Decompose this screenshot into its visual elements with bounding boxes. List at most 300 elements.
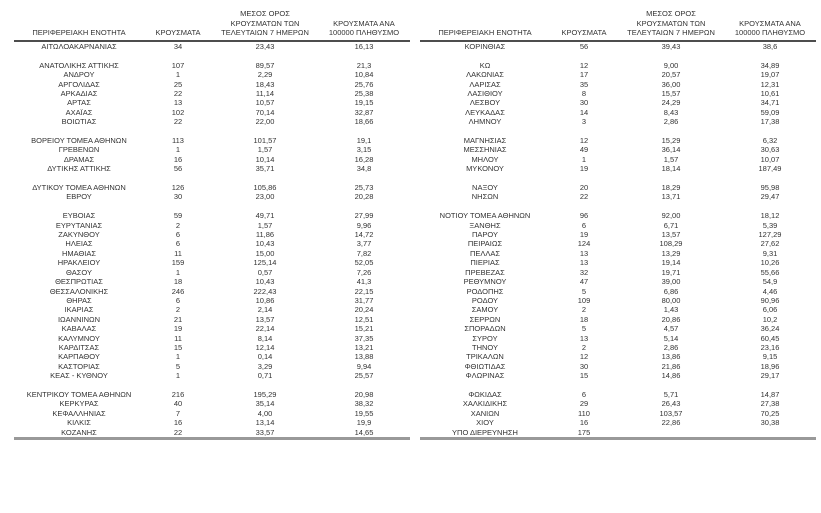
header-row [14,8,410,41]
avg-7day-cell: 9,00 [663,60,679,70]
cases-cell: 124 [577,239,591,249]
per-100k-cell: 16,28 [354,154,374,164]
table-row [420,409,816,418]
table-row [14,155,410,164]
region-name-cell: ΑΙΤΩΛΟΑΚΑΡΝΑΝΙΑΣ [41,42,117,51]
per-100k-cell: 37,35 [354,333,374,343]
per-100k-cell: 60,45 [760,333,780,343]
table-row [14,249,410,258]
spacer-row [420,202,816,211]
cases-cell: 21 [173,314,183,324]
cases-cell: 49 [579,145,589,155]
cases-cell: 22 [173,117,183,127]
region-name-cell: ΕΥΒΟΙΑΣ [62,211,96,221]
table-row [420,98,816,107]
cases-cell: 11 [174,248,182,258]
avg-7day-cell: 13,29 [661,248,681,258]
avg-7day-cell: 80,00 [661,295,681,305]
region-name-cell: ΚΑΒΑΛΑΣ [61,324,97,334]
region-name-cell: ΒΟΡΕΙΟΥ ΤΟΜΕΑ ΑΘΗΝΩΝ [31,136,127,146]
region-name-cell: ΓΡΕΒΕΝΩΝ [58,145,100,155]
table-row [14,305,410,314]
cases-cell: 6 [175,239,181,249]
region-name-cell: ΠΕΛΛΑΣ [469,248,501,258]
avg-7day-cell: 11,86 [255,230,275,240]
cases-cell: 96 [579,211,589,221]
column-header-7day-average: ΜΕΣΟΣ ΟΡΟΣ ΚΡΟΥΣΜΑΤΩΝ ΤΩΝ ΤΕΛΕΥΤΑΙΩΝ 7 ΗΜΕΡΩΝ [618,8,724,41]
avg-7day-cell: 19,71 [661,267,681,277]
per-100k-cell [724,428,816,439]
cases-cell: 59 [173,211,183,221]
avg-7day-cell: 22,14 [255,324,275,334]
per-100k-cell: 29,17 [760,371,780,381]
table-row [14,80,410,89]
region-name-cell: ΚΟΖΑΝΗΣ [14,428,144,439]
avg-7day-cell: 125,14 [253,258,277,268]
cases-cell: 15 [173,342,183,352]
per-100k-cell: 19,55 [354,408,374,418]
region-name-cell: ΙΩΑΝΝΙΝΩΝ [57,314,101,324]
per-100k-cell: 12,51 [354,314,374,324]
table-row [14,136,410,145]
region-name-cell: ΔΥΤΙΚΟΥ ΤΟΜΕΑ ΑΘΗΝΩΝ [32,183,126,193]
cases-cell: 2 [175,305,181,315]
region-name-cell: ΑΝΔΡΟΥ [63,70,95,80]
table-row [420,418,816,427]
regional-cases-table-left [14,8,410,440]
region-name-cell: ΛΗΜΝΟΥ [468,117,502,127]
region-name-cell: ΘΗΡΑΣ [66,295,92,305]
cases-cell: 216 [171,389,185,399]
region-name-cell: ΚΩ [479,60,491,70]
per-100k-cell: 18,66 [354,117,374,127]
region-name-cell: ΜΥΚΟΝΟΥ [466,164,504,174]
per-100k-cell: 22,15 [354,286,374,296]
per-100k-cell: 34,71 [760,98,780,108]
region-name-cell: ΛΕΣΒΟΥ [469,98,501,108]
avg-7day-cell: 4,00 [257,408,273,418]
per-100k-cell: 9,96 [356,220,372,230]
per-100k-cell: 38,6 [762,42,778,51]
avg-7day-cell: 13,57 [661,230,681,240]
avg-7day-cell: 36,14 [661,145,681,155]
avg-7day-cell: 0,57 [257,267,273,277]
table-row [14,334,410,343]
table-row [420,117,816,126]
region-name-cell: ΚΑΡΔΙΤΣΑΣ [58,342,100,352]
per-100k-cell: 36,24 [760,324,780,334]
per-100k-cell: 4,46 [762,286,778,296]
region-name-cell: ΚΕΑΣ - ΚΥΘΝΟΥ [50,371,108,381]
per-100k-cell: 19,1 [356,136,372,146]
region-name-cell: ΤΡΙΚΑΛΩΝ [466,352,504,362]
cases-cell: 6 [175,230,181,240]
cases-cell: 8 [581,89,587,99]
column-header-cases: ΚΡΟΥΣΜΑΤΑ [144,8,212,41]
table-row [420,287,816,296]
table-row [14,41,410,51]
table-row [420,41,816,51]
cases-cell: 16 [579,418,589,428]
per-100k-cell: 19,07 [760,70,780,80]
region-name-cell: ΧΑΛΚΙΔΙΚΗΣ [462,399,508,409]
per-100k-cell: 19,15 [354,98,374,108]
per-100k-cell: 6,32 [762,136,778,146]
cases-cell: 1 [175,371,181,381]
cases-cell: 15 [579,371,589,381]
region-name-cell: ΛΑΚΩΝΙΑΣ [466,70,504,80]
avg-7day-cell [212,127,318,136]
per-100k-cell: 10,2 [762,314,778,324]
per-100k-cell: 13,21 [354,342,374,352]
region-name-cell: ΠΙΕΡΙΑΣ [470,258,500,268]
avg-7day-cell: 2,14 [257,305,273,315]
cases-cell: 30 [173,192,183,202]
spacer-row [14,127,410,136]
table-row [14,221,410,230]
spacer-row [14,174,410,183]
avg-7day-cell: 10,43 [255,239,275,249]
avg-7day-cell: 11,14 [255,89,275,99]
region-name-cell: ΣΠΟΡΑΔΩΝ [464,324,506,334]
per-100k-cell: 17,38 [760,117,780,127]
cases-cell: 56 [579,42,589,51]
cases-cell: 7 [175,408,181,418]
table-row [420,305,816,314]
per-100k-cell: 38,32 [354,399,374,409]
table-row [14,409,410,418]
table-row [420,362,816,371]
region-name-cell: ΔΥΤΙΚΗΣ ΑΤΤΙΚΗΣ [47,164,111,174]
region-name-cell: ΗΡΑΚΛΕΙΟΥ [57,258,101,268]
table-row [420,371,816,380]
avg-7day-cell: 1,43 [663,305,679,315]
per-100k-cell: 52,05 [354,258,374,268]
per-100k-cell: 10,84 [354,70,374,80]
table-row [420,249,816,258]
table-row [14,70,410,79]
per-100k-cell [318,127,410,136]
cases-cell: 22 [579,192,589,202]
per-100k-cell: 29,47 [760,192,780,202]
region-name-cell: ΜΕΣΣΗΝΙΑΣ [463,145,507,155]
region-name-cell: ΚΑΛΥΜΝΟΥ [58,333,100,343]
region-name-cell [420,127,550,136]
cases-cell: 107 [171,60,185,70]
per-100k-cell [724,127,816,136]
cases-cell: 5 [581,324,587,334]
avg-7day-cell: 49,71 [255,211,275,221]
table-row [14,108,410,117]
region-name-cell: ΔΡΑΜΑΣ [63,154,95,164]
avg-7day-cell: 15,00 [255,248,275,258]
cases-cell [550,381,618,390]
avg-7day-cell: 23,43 [255,42,275,51]
per-100k-cell: 187,49 [758,164,782,174]
region-name-cell: ΝΟΤΙΟΥ ΤΟΜΕΑ ΑΘΗΝΩΝ [439,211,531,221]
per-100k-cell: 19,9 [356,418,372,428]
region-name-cell: ΑΡΚΑΔΙΑΣ [60,89,98,99]
region-name-cell: ΚΕΡΚΥΡΑΣ [59,399,99,409]
table-row [14,390,410,399]
table-row [14,315,410,324]
cases-cell [144,174,212,183]
region-name-cell [14,174,144,183]
region-name-cell: ΖΑΚΥΝΘΟΥ [58,230,100,240]
table-row [420,334,816,343]
region-name-cell: ΚΑΣΤΟΡΙΑΣ [58,361,100,371]
cases-cell: 175 [550,428,618,439]
per-100k-cell: 54,9 [762,277,778,287]
region-name-cell [420,381,550,390]
avg-7day-cell: 4,57 [663,324,679,334]
region-name-cell: ΣΕΡΡΩΝ [469,314,501,324]
cases-cell: 30 [579,361,589,371]
region-name-cell: ΑΡΤΑΣ [67,98,91,108]
region-name-cell: ΙΚΑΡΙΑΣ [64,305,94,315]
avg-7day-cell [618,174,724,183]
region-name-cell: ΦΘΙΩΤΙΔΑΣ [464,361,506,371]
cases-cell [144,127,212,136]
avg-7day-cell [212,381,318,390]
per-100k-cell: 6,06 [762,305,778,315]
cases-cell: 16 [173,418,183,428]
cases-cell: 13 [579,258,589,268]
cases-cell: 1 [175,352,181,362]
cases-cell: 19 [579,230,589,240]
region-name-cell [14,381,144,390]
region-name-cell: ΜΑΓΝΗΣΙΑΣ [463,136,507,146]
cases-cell: 22 [144,428,212,439]
per-100k-cell: 27,62 [760,239,780,249]
cases-cell: 246 [171,286,185,296]
region-name-cell: ΑΧΑΪΑΣ [65,107,93,117]
region-name-cell: ΝΑΞΟΥ [472,183,498,193]
table-row [14,230,410,239]
cases-cell: 29 [579,399,589,409]
avg-7day-cell: 8,43 [663,107,679,117]
region-name-cell: ΣΥΡΟΥ [472,333,498,343]
cases-cell: 6 [175,295,181,305]
region-name-cell: ΘΕΣΣΑΛΟΝΙΚΗΣ [49,286,109,296]
table-row [14,343,410,352]
avg-7day-cell: 70,14 [255,107,275,117]
region-name-cell [14,202,144,211]
region-name-cell [420,174,550,183]
table-row [420,277,816,286]
region-name-cell: ΛΕΥΚΑΔΑΣ [465,107,505,117]
per-100k-cell: 30,38 [760,418,780,428]
table-row [420,239,816,248]
table-row [14,428,410,439]
avg-7day-cell: 13,71 [661,192,681,202]
per-100k-cell: 34,89 [760,60,780,70]
avg-7day-cell: 15,29 [661,136,681,146]
table-row [14,371,410,380]
avg-7day-cell [618,202,724,211]
header-row [420,8,816,41]
table-row [14,89,410,98]
region-name-cell: ΑΡΓΟΛΙΔΑΣ [58,79,100,89]
avg-7day-cell: 20,57 [661,70,681,80]
spacer-row [14,202,410,211]
cases-cell [550,202,618,211]
avg-7day-cell: 13,57 [255,314,275,324]
table-row [420,221,816,230]
per-100k-cell: 59,09 [760,107,780,117]
avg-7day-cell: 101,57 [253,136,277,146]
avg-7day-cell [212,51,318,60]
region-name-cell: ΠΡΕΒΕΖΑΣ [465,267,505,277]
per-100k-cell: 18,12 [760,211,780,221]
avg-7day-cell: 3,29 [257,361,273,371]
region-name-cell: ΤΗΝΟΥ [471,342,498,352]
table-row [14,277,410,286]
per-100k-cell: 23,16 [760,342,780,352]
table-row [420,399,816,408]
per-100k-cell: 15,21 [354,324,374,334]
avg-7day-cell: 2,86 [663,117,679,127]
table-row [420,258,816,267]
per-100k-cell: 3,77 [356,239,372,249]
avg-7day-cell: 2,86 [663,342,679,352]
region-name-cell: ΚΙΛΚΙΣ [67,418,91,428]
cases-cell: 16 [173,154,183,164]
column-header-cases: ΚΡΟΥΣΜΑΤΑ [550,8,618,41]
avg-7day-cell: 5,71 [663,389,679,399]
table-row [420,89,816,98]
cases-cell: 34 [173,42,183,51]
regional-tables-container [14,8,817,440]
per-100k-cell: 10,61 [760,89,780,99]
avg-7day-cell: 21,86 [661,361,681,371]
table-row [14,183,410,192]
avg-7day-cell [618,51,724,60]
avg-7day-cell: 18,29 [661,183,681,193]
region-name-cell [14,127,144,136]
spacer-row [14,51,410,60]
table-row [420,352,816,361]
per-100k-cell: 12,31 [760,79,780,89]
table-row [14,362,410,371]
avg-7day-cell: 1,57 [257,145,273,155]
region-name-cell: ΦΛΩΡΙΝΑΣ [465,371,505,381]
per-100k-cell [724,51,816,60]
avg-7day-cell: 10,14 [255,154,275,164]
per-100k-cell: 13,88 [354,352,374,362]
per-100k-cell: 14,65 [318,428,410,439]
table-row [420,296,816,305]
cases-cell: 2 [175,220,181,230]
avg-7day-cell: 92,00 [661,211,681,221]
cases-cell: 110 [578,408,590,418]
avg-7day-cell: 14,86 [661,371,681,381]
per-100k-cell [724,202,816,211]
per-100k-cell: 18,96 [760,361,780,371]
per-100k-cell [318,51,410,60]
region-name-cell: ΡΕΘΥΜΝΟΥ [463,277,507,287]
per-100k-cell: 25,38 [354,89,374,99]
avg-7day-cell: 1,57 [663,154,679,164]
avg-7day-cell: 18,43 [255,79,275,89]
region-name-cell [14,51,144,60]
avg-7day-cell: 8,14 [257,333,273,343]
region-name-cell: ΧΑΝΙΩΝ [470,408,500,418]
cases-cell: 5 [581,286,587,296]
avg-7day-cell: 13,86 [661,352,681,362]
region-name-cell: ΠΑΡΟΥ [471,230,498,240]
cases-cell: 2 [581,305,587,315]
column-header-region: ΠΕΡΙΦΕΡΕΙΑΚΗ ΕΝΟΤΗΤΑ [14,8,144,41]
avg-7day-cell [212,174,318,183]
table-row [420,183,816,192]
avg-7day-cell: 0,71 [257,371,273,381]
per-100k-cell: 31,77 [354,295,374,305]
region-name-cell: ΡΟΔΟΠΗΣ [466,286,504,296]
region-name-cell: ΜΗΛΟΥ [471,154,499,164]
spacer-row [14,381,410,390]
spacer-row [420,127,816,136]
per-100k-cell: 14,72 [354,230,374,240]
per-100k-cell [724,381,816,390]
cases-cell: 1 [175,70,181,80]
cases-cell: 11 [174,333,182,343]
table-header [14,8,410,41]
region-name-cell: ΝΗΣΩΝ [471,192,499,202]
per-100k-cell: 5,39 [762,220,778,230]
avg-7day-cell: 12,14 [255,342,275,352]
cases-cell: 19 [173,324,183,334]
cases-cell: 6 [581,389,587,399]
table-row [14,239,410,248]
cases-cell [550,127,618,136]
per-100k-cell: 10,26 [760,258,780,268]
region-name-cell: ΚΕΦΑΛΛΗΝΙΑΣ [52,408,106,418]
region-name-cell: ΠΕΙΡΑΙΩΣ [467,239,503,249]
cases-cell: 12 [579,136,589,146]
region-name-cell: ΗΜΑΘΙΑΣ [61,248,97,258]
per-100k-cell: 127,29 [758,230,782,240]
region-name-cell: ΦΩΚΙΔΑΣ [468,389,502,399]
table-row [14,287,410,296]
avg-7day-cell: 1,57 [257,220,273,230]
per-100k-cell: 20,24 [354,305,374,315]
cases-cell: 35 [579,79,589,89]
table-body [14,41,410,438]
avg-7day-cell: 103,57 [659,408,683,418]
column-header-7day-average: ΜΕΣΟΣ ΟΡΟΣ ΚΡΟΥΣΜΑΤΩΝ ΤΩΝ ΤΕΛΕΥΤΑΙΩΝ 7 ΗΜΕΡΩΝ [212,8,318,41]
per-100k-cell: 9,15 [762,352,778,362]
column-header-per-100k: ΚΡΟΥΣΜΑΤΑ ΑΝΑ 100000 ΠΛΗΘΥΣΜΟ [724,8,816,41]
cases-cell: 5 [175,361,181,371]
cases-cell: 13 [579,248,589,258]
cases-cell [144,381,212,390]
table-row [420,230,816,239]
avg-7day-cell: 15,57 [661,89,681,99]
table-row [420,108,816,117]
column-header-per-100k: ΚΡΟΥΣΜΑΤΑ ΑΝΑ 100000 ΠΛΗΘΥΣΜΟ [318,8,410,41]
cases-cell: 18 [173,277,183,287]
table-row [14,192,410,201]
avg-7day-cell [618,428,724,439]
avg-7day-cell: 33,57 [212,428,318,439]
cases-cell: 2 [581,342,587,352]
cases-cell: 22 [173,89,183,99]
avg-7day-cell: 105,86 [253,183,277,193]
cases-cell: 1 [581,154,587,164]
table-row [420,145,816,154]
cases-cell: 126 [171,183,185,193]
